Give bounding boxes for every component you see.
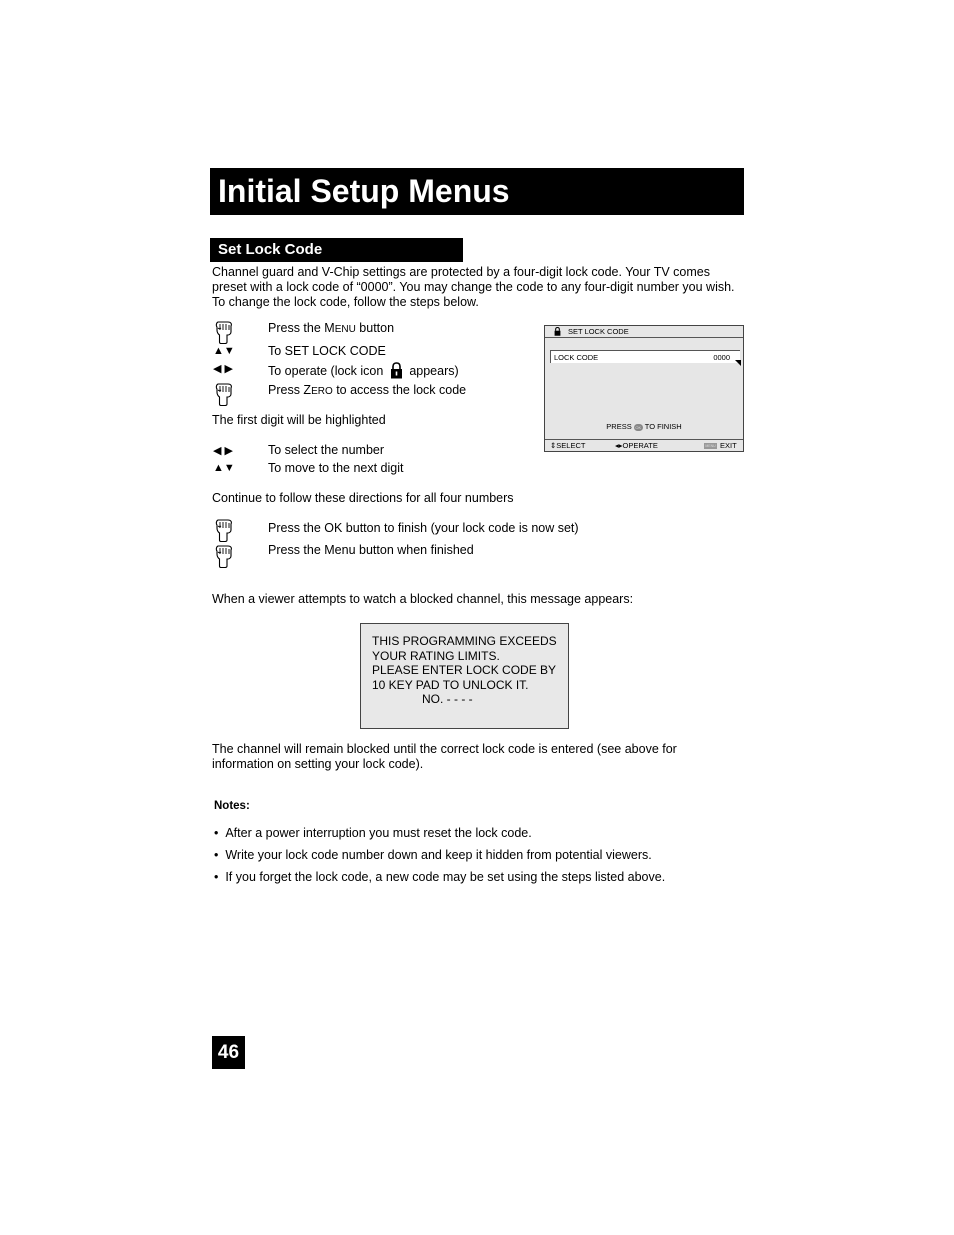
ok-badge-icon: OK bbox=[635, 424, 642, 430]
lock-icon bbox=[390, 362, 403, 379]
blocked-intro: When a viewer attempts to watch a blocked channel, this message appears: bbox=[212, 592, 634, 606]
up-down-arrows-icon: ▲▼ bbox=[213, 345, 235, 357]
message-line: THIS PROGRAMMING EXCEEDS bbox=[372, 634, 557, 648]
osd-field-value: 0000 bbox=[713, 353, 730, 362]
osd-header bbox=[545, 326, 743, 338]
cursor-icon bbox=[735, 360, 741, 366]
step-operate: To operate (lock icon appears) bbox=[268, 364, 459, 378]
hand-press-icon bbox=[213, 518, 235, 542]
osd-field-label: LOCK CODE bbox=[554, 353, 599, 362]
lock-icon bbox=[554, 327, 561, 336]
note-item: • If you forget the lock code, a new code may be set using the steps listed above. bbox=[214, 870, 666, 884]
step-select-number: To select the number bbox=[268, 443, 385, 457]
message-line: YOUR RATING LIMITS. bbox=[372, 648, 500, 663]
intro-line: Channel guard and V-Chip settings are protected by a four-digit lock code. Your TV comes bbox=[212, 265, 710, 279]
message-line: 10 KEY PAD TO UNLOCK IT. bbox=[372, 677, 529, 692]
osd-exit-hint: EXIT bbox=[720, 441, 737, 450]
notes-title: Notes: bbox=[214, 800, 250, 812]
page-number: 46 bbox=[212, 1036, 245, 1069]
hand-press-icon bbox=[213, 320, 235, 344]
osd-footer bbox=[545, 439, 743, 452]
blocked-channel-message bbox=[360, 623, 569, 729]
step-set-lock-code: To SET LOCK CODE bbox=[268, 344, 386, 358]
note-item: • Write your lock code number down and keep it hidden from potential viewers. bbox=[214, 848, 652, 862]
intro-paragraph bbox=[212, 265, 752, 310]
menu-badge-icon: MENU bbox=[705, 444, 716, 448]
message-code-line: NO. - - - - bbox=[422, 692, 473, 706]
outro-line: The channel will remain blocked until the correct lock code is entered (see above for bbox=[212, 742, 677, 756]
up-down-arrows-icon: ▲▼ bbox=[213, 462, 235, 474]
osd-press-to-finish: PRESS OK TO FINISH bbox=[606, 422, 682, 431]
left-right-arrows-icon: ◀ ▶ bbox=[213, 445, 233, 457]
step-press-menu: Press the MENU button bbox=[268, 321, 395, 335]
step-next-digit: To move to the next digit bbox=[268, 461, 404, 475]
hand-press-icon bbox=[213, 382, 235, 406]
left-right-arrows-icon: ◀ ▶ bbox=[213, 363, 233, 375]
osd-select-hint: ⇕SELECT bbox=[550, 441, 586, 450]
page-title: Initial Setup Menus bbox=[210, 168, 744, 215]
hand-press-icon bbox=[213, 544, 235, 568]
intro-line: preset with a lock code of “0000”. You may change the code to any four-digit number you wish. bbox=[212, 280, 735, 294]
first-digit-text: The first digit will be highlighted bbox=[212, 413, 386, 427]
osd-set-lock-code-screen bbox=[544, 325, 744, 452]
osd-operate-hint: ◂▸OPERATE bbox=[615, 441, 658, 450]
outro-line: information on setting your lock code). bbox=[212, 757, 424, 771]
step-press-zero: Press ZERO to access the lock code bbox=[268, 383, 467, 397]
blocked-outro bbox=[212, 742, 677, 772]
step-press-ok: Press the OK button to finish (your lock code is now set) bbox=[268, 521, 579, 535]
step-press-menu-finished: Press the Menu button when finished bbox=[268, 543, 474, 557]
intro-line: To change the lock code, follow the steps below. bbox=[212, 295, 479, 309]
message-line: PLEASE ENTER LOCK CODE BY bbox=[372, 663, 557, 677]
continue-text: Continue to follow these directions for all four numbers bbox=[212, 491, 514, 505]
osd-lock-code-field bbox=[550, 350, 740, 363]
note-item: • After a power interruption you must reset the lock code. bbox=[214, 826, 532, 840]
section-title: Set Lock Code bbox=[210, 238, 463, 262]
osd-header-title: SET LOCK CODE bbox=[568, 327, 629, 336]
